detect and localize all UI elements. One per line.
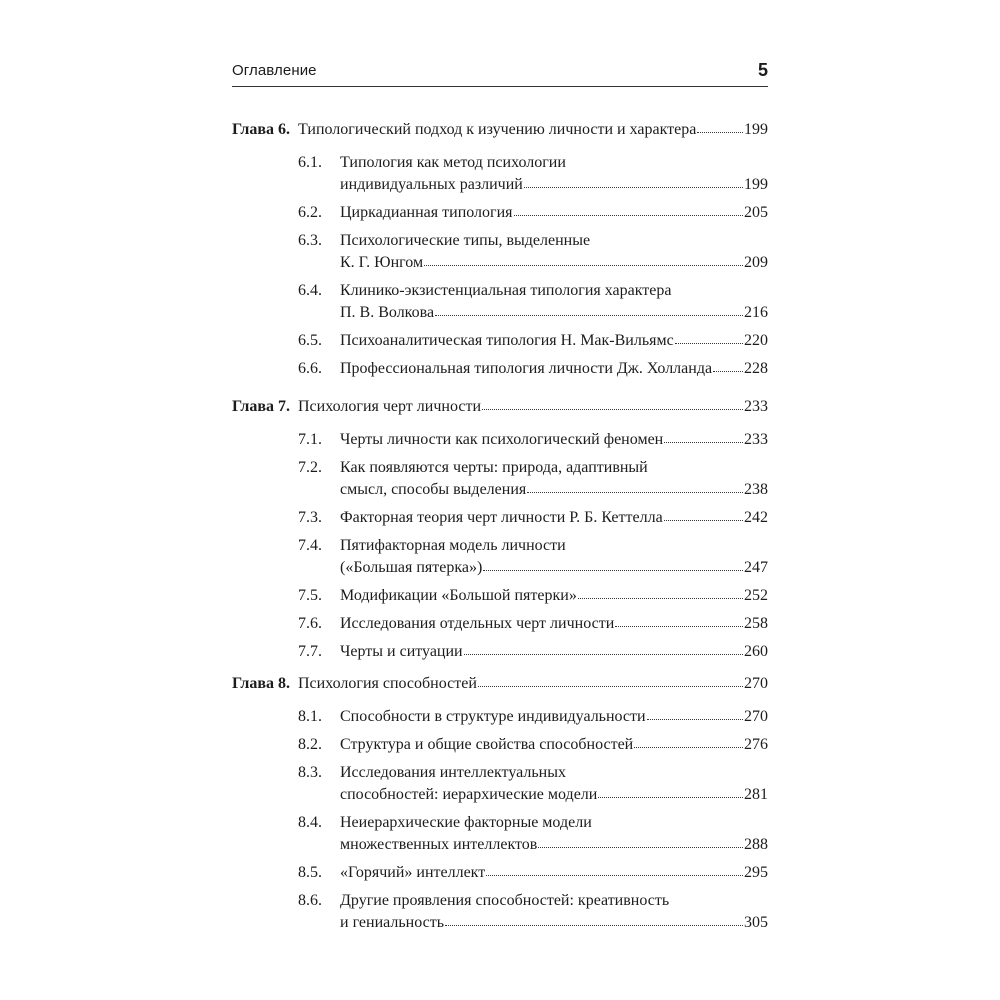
section-number: 6.3. bbox=[298, 232, 322, 249]
section-page: 258 bbox=[744, 615, 768, 632]
section-title-line bbox=[340, 457, 768, 479]
section-number: 8.3. bbox=[298, 764, 322, 781]
section-body bbox=[340, 762, 768, 806]
section-title-line bbox=[340, 613, 768, 635]
section-number: 7.5. bbox=[298, 587, 322, 604]
section-entry bbox=[232, 862, 768, 884]
section-title-line bbox=[340, 429, 768, 451]
section-title-text: Как появляются черты: природа, адаптивный bbox=[340, 459, 648, 476]
chapter-heading-line bbox=[232, 118, 768, 142]
section-body bbox=[340, 507, 768, 529]
section-number: 6.6. bbox=[298, 360, 322, 377]
section-title-line bbox=[340, 479, 768, 501]
running-head-title: Оглавление bbox=[232, 62, 317, 79]
chapter-page: 233 bbox=[744, 398, 768, 415]
section-body bbox=[340, 535, 768, 579]
section-title-text: индивидуальных различий bbox=[340, 176, 523, 193]
section-title-line bbox=[340, 174, 768, 196]
dot-leader bbox=[478, 674, 743, 688]
section-title-text: Психологические типы, выделенные bbox=[340, 232, 591, 249]
section-body bbox=[340, 152, 768, 196]
section-number: 7.1. bbox=[298, 431, 322, 448]
section-title-line bbox=[340, 734, 768, 756]
section-number: 8.2. bbox=[298, 736, 322, 753]
section-body bbox=[340, 641, 768, 663]
section-title-text: («Большая пятерка») bbox=[340, 559, 483, 576]
section-list bbox=[232, 152, 768, 380]
section-number: 8.6. bbox=[298, 892, 322, 909]
section-entry bbox=[232, 507, 768, 529]
section-page: 281 bbox=[744, 786, 768, 803]
dot-leader bbox=[527, 480, 743, 494]
section-title-line bbox=[340, 252, 768, 274]
dot-leader bbox=[578, 586, 743, 600]
section-page: 220 bbox=[744, 332, 768, 349]
section-title-line bbox=[340, 302, 768, 324]
section-page: 288 bbox=[744, 836, 768, 853]
section-entry bbox=[232, 890, 768, 934]
dot-leader bbox=[482, 397, 743, 411]
section-page: 252 bbox=[744, 587, 768, 604]
section-title-text: Исследования интеллектуальных bbox=[340, 764, 566, 781]
section-entry bbox=[232, 330, 768, 352]
section-body bbox=[340, 429, 768, 451]
section-title-line bbox=[340, 890, 768, 912]
chapter-heading-line bbox=[232, 395, 768, 419]
section-title-line bbox=[340, 834, 768, 856]
section-title-text: Циркадианная типология bbox=[340, 204, 513, 221]
section-title-text: Типология как метод психологии bbox=[340, 154, 566, 171]
section-title-text: Психоаналитическая типология Н. Мак-Вильямс bbox=[340, 332, 674, 349]
chapter-title: Типологический подход к изучению личности и характера bbox=[298, 121, 697, 138]
section-title-text: смысл, способы выделения bbox=[340, 481, 527, 498]
section-body bbox=[340, 613, 768, 635]
section-list bbox=[232, 706, 768, 934]
section-entry bbox=[232, 585, 768, 607]
dot-leader bbox=[634, 735, 743, 749]
section-page: 270 bbox=[744, 708, 768, 725]
dot-leader bbox=[615, 614, 743, 628]
section-number: 8.1. bbox=[298, 708, 322, 725]
section-title-text: П. В. Волкова bbox=[340, 304, 435, 321]
section-title-line bbox=[340, 557, 768, 579]
section-title-line bbox=[340, 507, 768, 529]
chapter-title: Психология черт личности bbox=[298, 398, 482, 415]
section-page: 260 bbox=[744, 643, 768, 660]
dot-leader bbox=[435, 303, 743, 317]
section-page: 209 bbox=[744, 254, 768, 271]
section-entry bbox=[232, 152, 768, 196]
section-entry bbox=[232, 613, 768, 635]
section-title-text: Клинико-экзистенциальная типология характера bbox=[340, 282, 672, 299]
section-title-line bbox=[340, 230, 768, 252]
section-title-line bbox=[340, 202, 768, 224]
section-body bbox=[340, 812, 768, 856]
dot-leader bbox=[538, 835, 743, 849]
section-title-text: Профессиональная типология личности Дж. Холланда bbox=[340, 360, 713, 377]
section-body bbox=[340, 330, 768, 352]
chapter-entry bbox=[232, 672, 768, 940]
section-title-text: и гениальность bbox=[340, 914, 445, 931]
section-body bbox=[340, 734, 768, 756]
section-entry bbox=[232, 706, 768, 728]
section-title-line bbox=[340, 641, 768, 663]
section-page: 295 bbox=[744, 864, 768, 881]
section-title-line bbox=[340, 912, 768, 934]
dot-leader bbox=[514, 203, 743, 217]
section-entry bbox=[232, 535, 768, 579]
section-title-line bbox=[340, 152, 768, 174]
section-title-line bbox=[340, 585, 768, 607]
section-title-text: Черты личности как психологический феномен bbox=[340, 431, 664, 448]
section-number: 6.4. bbox=[298, 282, 322, 299]
section-title-line bbox=[340, 812, 768, 834]
section-page: 276 bbox=[744, 736, 768, 753]
section-number: 7.4. bbox=[298, 537, 322, 554]
section-title-text: Черты и ситуации bbox=[340, 643, 463, 660]
dot-leader bbox=[424, 253, 743, 267]
section-number: 7.6. bbox=[298, 615, 322, 632]
section-page: 233 bbox=[744, 431, 768, 448]
section-body bbox=[340, 706, 768, 728]
section-title-text: способностей: иерархические модели bbox=[340, 786, 598, 803]
section-body bbox=[340, 457, 768, 501]
dot-leader bbox=[486, 863, 743, 877]
chapter-label: Глава 7. bbox=[232, 398, 290, 415]
dot-leader bbox=[445, 913, 743, 927]
section-list bbox=[232, 429, 768, 663]
section-number: 7.2. bbox=[298, 459, 322, 476]
chapter-label: Глава 6. bbox=[232, 121, 290, 138]
running-head bbox=[232, 60, 768, 87]
section-title-line bbox=[340, 330, 768, 352]
section-title-text: Модификации «Большой пятерки» bbox=[340, 587, 577, 604]
dot-leader bbox=[483, 558, 743, 572]
section-body bbox=[340, 890, 768, 934]
section-entry bbox=[232, 230, 768, 274]
section-body bbox=[340, 202, 768, 224]
section-page: 247 bbox=[744, 559, 768, 576]
chapter-heading-line bbox=[232, 672, 768, 696]
section-title-text: множественных интеллектов bbox=[340, 836, 538, 853]
section-page: 238 bbox=[744, 481, 768, 498]
section-title-text: «Горячий» интеллект bbox=[340, 864, 486, 881]
chapter-label: Глава 8. bbox=[232, 675, 290, 692]
section-entry bbox=[232, 202, 768, 224]
section-entry bbox=[232, 457, 768, 501]
section-entry bbox=[232, 734, 768, 756]
section-page: 199 bbox=[744, 176, 768, 193]
section-title-text: Способности в структуре индивидуальности bbox=[340, 708, 646, 725]
chapter-title: Психология способностей bbox=[298, 675, 477, 692]
dot-leader bbox=[647, 707, 743, 721]
dot-leader bbox=[664, 430, 743, 444]
section-title-text: Неиерархические факторные модели bbox=[340, 814, 592, 831]
chapter-page: 270 bbox=[744, 675, 768, 692]
section-title-line bbox=[340, 358, 768, 380]
dot-leader bbox=[713, 359, 743, 373]
section-title-text: Структура и общие свойства способностей bbox=[340, 736, 634, 753]
chapter-entry bbox=[232, 395, 768, 669]
dot-leader bbox=[524, 175, 743, 189]
section-title-line bbox=[340, 862, 768, 884]
dot-leader bbox=[598, 785, 743, 799]
section-body bbox=[340, 280, 768, 324]
section-number: 6.1. bbox=[298, 154, 322, 171]
section-title-line bbox=[340, 280, 768, 302]
section-body bbox=[340, 230, 768, 274]
page-number: 5 bbox=[757, 60, 768, 80]
section-page: 305 bbox=[744, 914, 768, 931]
dot-leader bbox=[675, 331, 743, 345]
section-number: 8.5. bbox=[298, 864, 322, 881]
dot-leader bbox=[464, 642, 743, 656]
section-number: 7.3. bbox=[298, 509, 322, 526]
section-body bbox=[340, 862, 768, 884]
section-number: 6.2. bbox=[298, 204, 322, 221]
section-title-line bbox=[340, 784, 768, 806]
section-page: 216 bbox=[744, 304, 768, 321]
section-entry bbox=[232, 280, 768, 324]
section-entry bbox=[232, 641, 768, 663]
section-title-line bbox=[340, 762, 768, 784]
section-page: 228 bbox=[744, 360, 768, 377]
section-title-line bbox=[340, 706, 768, 728]
section-entry bbox=[232, 358, 768, 380]
section-title-line bbox=[340, 535, 768, 557]
section-title-text: Другие проявления способностей: креативность bbox=[340, 892, 670, 909]
section-page: 242 bbox=[744, 509, 768, 526]
section-title-text: Исследования отдельных черт личности bbox=[340, 615, 615, 632]
section-number: 7.7. bbox=[298, 643, 322, 660]
section-title-text: Пятифакторная модель личности bbox=[340, 537, 566, 554]
section-number: 6.5. bbox=[298, 332, 322, 349]
section-entry bbox=[232, 762, 768, 806]
dot-leader bbox=[697, 120, 743, 134]
chapter-entry bbox=[232, 118, 768, 386]
chapter-page: 199 bbox=[744, 121, 768, 138]
dot-leader bbox=[664, 508, 743, 522]
section-title-text: Факторная теория черт личности Р. Б. Кеттелла bbox=[340, 509, 663, 526]
section-entry bbox=[232, 429, 768, 451]
section-title-text: К. Г. Юнгом bbox=[340, 254, 424, 271]
section-body bbox=[340, 585, 768, 607]
section-entry bbox=[232, 812, 768, 856]
section-page: 205 bbox=[744, 204, 768, 221]
section-body bbox=[340, 358, 768, 380]
section-number: 8.4. bbox=[298, 814, 322, 831]
